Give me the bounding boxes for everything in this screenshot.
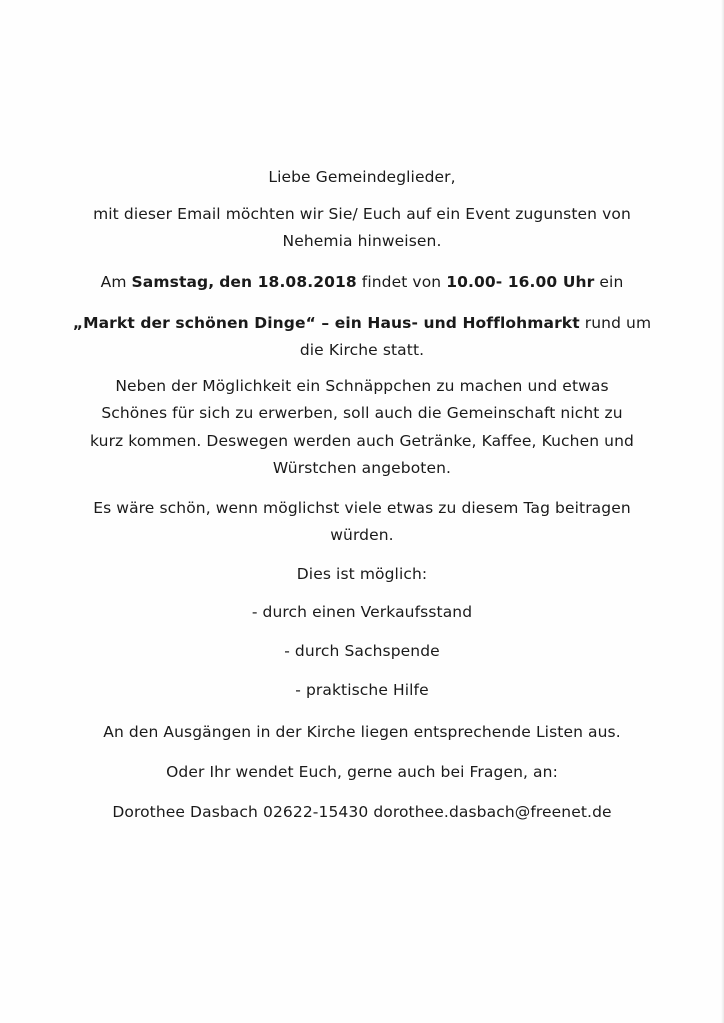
wish-line-2: würden.	[330, 526, 394, 544]
wish-line-1: Es wäre schön, wenn möglichst viele etwas zu diesem Tag beitragen	[93, 499, 631, 517]
lists-info: An den Ausgängen in der Kirche liegen entsprechende Listen aus.	[103, 723, 621, 741]
option-item: - durch einen Verkaufsstand	[251, 603, 473, 621]
date-middle: findet von	[356, 273, 447, 291]
event-time: 10.00- 16.00 Uhr	[446, 273, 595, 291]
market-suffix: rund um	[579, 314, 652, 332]
greeting: Liebe Gemeindeglieder,	[268, 168, 456, 186]
options-intro: Dies ist möglich:	[296, 565, 428, 583]
intro-line-1: mit dieser Email möchten wir Sie/ Euch auf ein Event zugunsten von	[93, 205, 631, 223]
date-line	[62, 268, 662, 297]
market-line-2: die Kirche statt.	[299, 341, 425, 359]
intro-line-2: Nehemia hinweisen.	[282, 232, 442, 250]
date-suffix: ein	[594, 273, 624, 291]
option-item: - praktische Hilfe	[295, 681, 429, 699]
body-line-4: Würstchen angeboten.	[272, 459, 452, 477]
date-day: Samstag,	[131, 273, 215, 291]
body-line-1: Neben der Möglichkeit ein Schnäppchen zu machen und etwas	[115, 377, 609, 395]
market-line	[62, 309, 662, 338]
market-name: „Markt der schönen Dinge“ – ein Haus- und Hofflohmarkt	[72, 314, 580, 332]
contact-intro: Oder Ihr wendet Euch, gerne auch bei Fragen, an:	[166, 763, 558, 781]
date-prefix: Am	[100, 273, 132, 291]
contact-details: Dorothee Dasbach 02622-15430 dorothee.dasbach@freenet.de	[112, 803, 612, 821]
event-date: den 18.08.2018	[219, 273, 357, 291]
option-item: - durch Sachspende	[284, 642, 440, 660]
body-line-3: kurz kommen. Deswegen werden auch Getränke, Kaffee, Kuchen und	[90, 432, 634, 450]
body-line-2: Schönes für sich zu erwerben, soll auch die Gemeinschaft nicht zu	[101, 404, 623, 422]
